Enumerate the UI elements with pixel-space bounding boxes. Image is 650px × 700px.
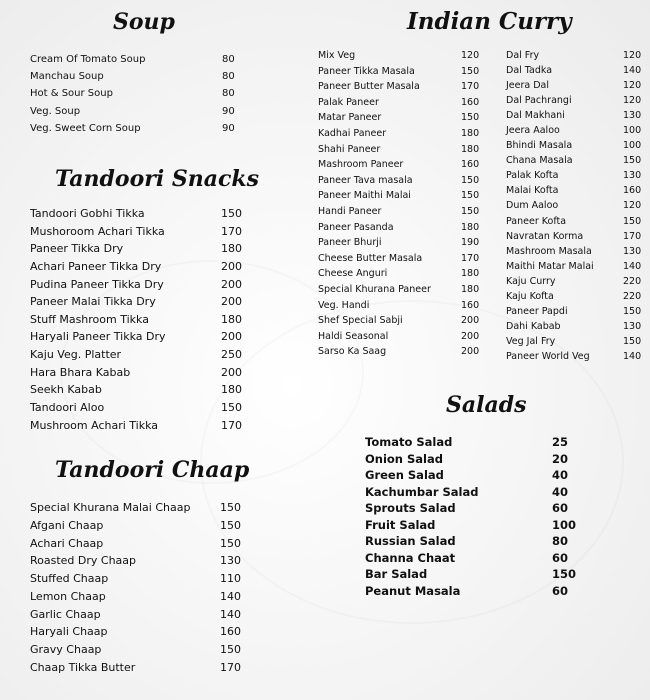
item-price: 150 bbox=[461, 190, 480, 202]
item-name: Paneer World Veg bbox=[506, 350, 590, 362]
item-name: Green Salad bbox=[365, 468, 444, 482]
item-name: Mashroom Masala bbox=[506, 245, 592, 257]
item-price: 180 bbox=[461, 221, 480, 233]
menu-item bbox=[30, 401, 260, 419]
item-name: Shef Special Sabji bbox=[318, 315, 403, 327]
item-price: 100 bbox=[552, 517, 577, 532]
menu-item bbox=[506, 65, 646, 80]
menu-item bbox=[30, 260, 260, 278]
item-price: 130 bbox=[623, 110, 642, 122]
item-name: Veg. Soup bbox=[30, 105, 81, 117]
item-price: 180 bbox=[461, 143, 480, 155]
menu-item bbox=[318, 253, 488, 269]
item-price: 60 bbox=[552, 501, 569, 515]
menu-item bbox=[506, 276, 646, 291]
item-price: 150 bbox=[623, 335, 642, 347]
item-name: Palak Kofta bbox=[506, 170, 559, 182]
menu-item bbox=[506, 50, 646, 65]
item-name: Handi Paneer bbox=[318, 205, 382, 217]
item-name: Jeera Aaloo bbox=[506, 125, 560, 137]
item-price: 150 bbox=[220, 536, 241, 550]
item-price: 120 bbox=[461, 50, 480, 61]
item-name: Lemon Chaap bbox=[30, 589, 106, 603]
item-price: 180 bbox=[461, 127, 480, 139]
menu-item bbox=[318, 50, 488, 66]
item-price: 120 bbox=[623, 95, 642, 107]
item-name: Paneer Maithi Malai bbox=[318, 190, 411, 202]
item-name: Peanut Masala bbox=[365, 583, 461, 598]
item-name: Kadhai Paneer bbox=[318, 127, 387, 139]
item-name: Dum Aaloo bbox=[506, 200, 559, 212]
item-price: 170 bbox=[220, 660, 241, 674]
salads-list bbox=[365, 435, 585, 600]
menu-item bbox=[30, 590, 260, 608]
menu-item bbox=[506, 95, 646, 110]
item-price: 200 bbox=[221, 259, 242, 273]
item-price: 160 bbox=[220, 625, 241, 639]
item-price: 120 bbox=[623, 80, 642, 92]
item-name: Manchau Soup bbox=[30, 71, 104, 83]
item-price: 180 bbox=[221, 242, 242, 256]
menu-item bbox=[318, 190, 488, 206]
item-price: 100 bbox=[623, 125, 642, 137]
salads-title: Salads bbox=[446, 392, 527, 418]
item-price: 80 bbox=[222, 54, 235, 65]
item-name: Paneer Pasanda bbox=[318, 221, 394, 233]
menu-item bbox=[30, 643, 260, 661]
menu-item bbox=[30, 225, 260, 243]
menu-item bbox=[506, 125, 646, 140]
item-price: 150 bbox=[623, 305, 642, 317]
item-price: 180 bbox=[461, 268, 480, 280]
item-name: Special Khurana Paneer bbox=[318, 283, 431, 295]
item-name: Cheese Butter Masala bbox=[318, 252, 423, 264]
menu-item bbox=[30, 419, 260, 437]
item-name: Achari Paneer Tikka Dry bbox=[30, 259, 162, 273]
menu-item bbox=[365, 501, 585, 518]
menu-item bbox=[506, 321, 646, 336]
menu-item bbox=[365, 534, 585, 551]
item-price: 200 bbox=[221, 365, 242, 379]
tandoori-snacks-list bbox=[30, 207, 260, 436]
item-price: 200 bbox=[221, 295, 242, 309]
menu-item bbox=[30, 207, 260, 225]
menu-item bbox=[506, 185, 646, 200]
item-name: Jeera Dal bbox=[506, 80, 550, 92]
item-price: 140 bbox=[623, 260, 642, 272]
item-name: Haldi Seasonal bbox=[318, 330, 389, 342]
item-price: 140 bbox=[220, 589, 241, 603]
menu-item bbox=[365, 485, 585, 502]
item-price: 220 bbox=[623, 275, 642, 287]
item-price: 80 bbox=[222, 88, 235, 100]
item-name: Paneer Kofta bbox=[506, 215, 567, 227]
item-price: 140 bbox=[623, 350, 642, 362]
item-price: 170 bbox=[221, 224, 242, 238]
item-price: 140 bbox=[220, 607, 241, 621]
item-price: 60 bbox=[552, 583, 569, 598]
item-name: Paneer Bhurji bbox=[318, 237, 382, 249]
item-name: Haryali Chaap bbox=[30, 625, 108, 639]
menu-item bbox=[506, 261, 646, 276]
menu-item bbox=[30, 106, 260, 123]
item-name: Tomato Salad bbox=[365, 435, 453, 449]
menu-item bbox=[30, 330, 260, 348]
item-price: 160 bbox=[623, 185, 642, 197]
item-price: 90 bbox=[222, 105, 235, 117]
item-price: 200 bbox=[221, 330, 242, 344]
item-price: 170 bbox=[623, 230, 642, 242]
item-name: Special Khurana Malai Chaap bbox=[30, 501, 191, 514]
menu-item bbox=[506, 170, 646, 185]
menu-item bbox=[365, 518, 585, 535]
item-price: 130 bbox=[220, 554, 241, 568]
menu-item bbox=[506, 246, 646, 261]
item-price: 120 bbox=[623, 200, 642, 212]
item-name: Paneer Tikka Masala bbox=[318, 65, 415, 77]
item-name: Matar Paneer bbox=[318, 112, 382, 124]
item-price: 180 bbox=[221, 312, 242, 326]
menu-item bbox=[365, 435, 585, 452]
item-price: 150 bbox=[461, 205, 480, 217]
indian-curry-title: Indian Curry bbox=[407, 8, 572, 35]
item-name: Navratan Korma bbox=[506, 230, 584, 242]
menu-item bbox=[506, 110, 646, 125]
item-name: Fruit Salad bbox=[365, 517, 436, 532]
item-name: Cheese Anguri bbox=[318, 268, 388, 280]
item-price: 150 bbox=[461, 65, 480, 77]
menu-item bbox=[318, 346, 488, 362]
item-name: Kaju Curry bbox=[506, 275, 556, 287]
item-name: Kaju Kofta bbox=[506, 290, 554, 302]
menu-item bbox=[30, 88, 260, 105]
menu-item bbox=[318, 112, 488, 128]
menu-item bbox=[30, 519, 260, 537]
menu-item bbox=[30, 54, 260, 71]
menu-item bbox=[318, 97, 488, 113]
menu-item bbox=[318, 237, 488, 253]
menu-item bbox=[30, 572, 260, 590]
item-name: Chana Masala bbox=[506, 155, 573, 167]
item-name: Haryali Paneer Tikka Dry bbox=[30, 330, 166, 344]
menu-item bbox=[30, 625, 260, 643]
item-name: Stuffed Chaap bbox=[30, 572, 109, 585]
item-name: Paneer Tava masala bbox=[318, 174, 413, 186]
item-price: 160 bbox=[461, 299, 480, 311]
item-price: 80 bbox=[222, 71, 235, 83]
menu-item bbox=[30, 383, 260, 401]
item-name: Tandoori Aloo bbox=[30, 400, 105, 414]
menu-item bbox=[30, 501, 260, 519]
soup-list bbox=[30, 54, 260, 140]
item-name: Dal Makhani bbox=[506, 110, 565, 122]
item-price: 150 bbox=[461, 112, 480, 124]
item-price: 40 bbox=[552, 468, 569, 482]
item-price: 60 bbox=[552, 550, 569, 565]
tandoori-chaap-list bbox=[30, 501, 260, 679]
item-price: 200 bbox=[461, 315, 480, 327]
item-price: 20 bbox=[552, 451, 569, 466]
tandoori-snacks-title: Tandoori Snacks bbox=[55, 166, 260, 192]
item-name: Paneer Papdi bbox=[506, 305, 568, 317]
menu-item bbox=[30, 242, 260, 260]
menu-item bbox=[30, 313, 260, 331]
item-name: Palak Paneer bbox=[318, 96, 379, 108]
menu-item bbox=[30, 71, 260, 88]
item-price: 150 bbox=[221, 207, 242, 220]
menu-item bbox=[506, 306, 646, 321]
menu-item bbox=[506, 155, 646, 170]
item-name: Dal Fry bbox=[506, 50, 540, 61]
menu-item bbox=[318, 222, 488, 238]
item-price: 150 bbox=[220, 501, 241, 514]
menu-item bbox=[318, 128, 488, 144]
item-price: 100 bbox=[623, 140, 642, 152]
item-price: 150 bbox=[221, 400, 242, 414]
item-name: Sprouts Salad bbox=[365, 501, 456, 515]
item-price: 80 bbox=[552, 534, 569, 548]
item-name: Maithi Matar Malai bbox=[506, 260, 594, 272]
menu-item bbox=[30, 661, 260, 679]
item-price: 40 bbox=[552, 484, 569, 499]
menu-item bbox=[365, 452, 585, 469]
menu-item bbox=[506, 336, 646, 351]
menu-item bbox=[318, 300, 488, 316]
item-price: 130 bbox=[623, 170, 642, 182]
item-name: Malai Kofta bbox=[506, 185, 559, 197]
item-price: 90 bbox=[222, 122, 235, 134]
tandoori-chaap-title: Tandoori Chaap bbox=[55, 457, 250, 483]
item-price: 150 bbox=[220, 643, 241, 656]
menu-item bbox=[30, 366, 260, 384]
item-price: 150 bbox=[552, 567, 577, 581]
item-name: Mushroom Achari Tikka bbox=[30, 418, 159, 432]
menu-item bbox=[506, 231, 646, 246]
indian-curry-list-2 bbox=[506, 50, 646, 366]
item-price: 130 bbox=[623, 320, 642, 332]
item-price: 200 bbox=[461, 346, 480, 358]
menu-item bbox=[318, 81, 488, 97]
item-price: 150 bbox=[220, 518, 241, 532]
item-price: 200 bbox=[461, 330, 480, 342]
menu-item bbox=[506, 140, 646, 155]
item-price: 190 bbox=[461, 237, 480, 249]
item-price: 180 bbox=[461, 283, 480, 295]
menu-item bbox=[318, 66, 488, 82]
item-price: 160 bbox=[461, 159, 480, 171]
item-name: Onion Salad bbox=[365, 451, 443, 466]
item-name: Shahi Paneer bbox=[318, 143, 381, 155]
item-name: Veg. Sweet Corn Soup bbox=[30, 122, 141, 134]
item-name: Paneer Butter Masala bbox=[318, 81, 420, 93]
menu-item bbox=[318, 175, 488, 191]
menu-item bbox=[318, 331, 488, 347]
item-name: Bhindi Masala bbox=[506, 140, 573, 152]
item-name: Pudina Paneer Tikka Dry bbox=[30, 277, 164, 291]
item-name: Mashroom Paneer bbox=[318, 159, 404, 171]
item-name: Dal Tadka bbox=[506, 65, 553, 77]
menu-item bbox=[30, 348, 260, 366]
menu-item bbox=[506, 80, 646, 95]
item-price: 150 bbox=[623, 155, 642, 167]
menu-item bbox=[318, 159, 488, 175]
item-name: Seekh Kabab bbox=[30, 383, 102, 397]
item-price: 170 bbox=[461, 81, 480, 93]
item-name: Bar Salad bbox=[365, 567, 428, 581]
menu-item bbox=[30, 295, 260, 313]
menu-item bbox=[365, 567, 585, 584]
menu-item bbox=[30, 537, 260, 555]
item-name: Mix Veg bbox=[318, 50, 356, 61]
item-name: Sarso Ka Saag bbox=[318, 346, 387, 358]
item-name: Roasted Dry Chaap bbox=[30, 554, 137, 568]
menu-item bbox=[506, 291, 646, 306]
item-price: 180 bbox=[221, 383, 242, 397]
item-price: 150 bbox=[623, 215, 642, 227]
item-name: Stuff Mashroom Tikka bbox=[30, 312, 149, 326]
item-name: Tandoori Gobhi Tikka bbox=[30, 207, 145, 220]
menu-item bbox=[506, 200, 646, 215]
item-name: Achari Chaap bbox=[30, 536, 104, 550]
menu-item bbox=[318, 284, 488, 300]
item-name: Afgani Chaap bbox=[30, 518, 104, 532]
menu-item bbox=[318, 315, 488, 331]
item-price: 110 bbox=[220, 572, 241, 585]
item-price: 170 bbox=[221, 418, 242, 432]
item-name: Mushoroom Achari Tikka bbox=[30, 224, 165, 238]
item-name: Dahi Kabab bbox=[506, 320, 561, 332]
item-name: Paneer Tikka Dry bbox=[30, 242, 124, 256]
item-price: 150 bbox=[461, 174, 480, 186]
menu-item bbox=[30, 608, 260, 626]
menu-item bbox=[365, 551, 585, 568]
soup-title: Soup bbox=[113, 9, 175, 35]
menu-item bbox=[506, 351, 646, 366]
menu-item bbox=[30, 123, 260, 140]
item-name: Kaju Veg. Platter bbox=[30, 348, 122, 361]
item-price: 250 bbox=[221, 348, 242, 361]
item-name: Gravy Chaap bbox=[30, 643, 102, 656]
item-name: Veg. Handi bbox=[318, 299, 370, 311]
item-price: 170 bbox=[461, 252, 480, 264]
item-name: Chaap Tikka Butter bbox=[30, 660, 136, 674]
indian-curry-list-1 bbox=[318, 50, 488, 362]
item-name: Veg Jal Fry bbox=[506, 335, 556, 347]
menu-item bbox=[318, 268, 488, 284]
menu-item bbox=[30, 554, 260, 572]
item-name: Channa Chaat bbox=[365, 550, 456, 565]
item-price: 200 bbox=[221, 277, 242, 291]
menu-item bbox=[365, 468, 585, 485]
menu-item bbox=[30, 278, 260, 296]
menu-item bbox=[506, 216, 646, 231]
menu-item bbox=[365, 584, 585, 601]
item-name: Paneer Malai Tikka Dry bbox=[30, 295, 156, 309]
item-price: 160 bbox=[461, 96, 480, 108]
item-price: 220 bbox=[623, 290, 642, 302]
menu-item bbox=[318, 144, 488, 160]
item-price: 130 bbox=[623, 245, 642, 257]
item-price: 140 bbox=[623, 65, 642, 77]
item-name: Cream Of Tomato Soup bbox=[30, 54, 146, 65]
item-name: Garlic Chaap bbox=[30, 607, 101, 621]
item-name: Russian Salad bbox=[365, 534, 456, 548]
item-name: Dal Pachrangi bbox=[506, 95, 572, 107]
item-name: Hara Bhara Kabab bbox=[30, 365, 131, 379]
item-name: Kachumbar Salad bbox=[365, 484, 479, 499]
menu-item bbox=[318, 206, 488, 222]
item-name: Hot & Sour Soup bbox=[30, 88, 113, 100]
item-price: 25 bbox=[552, 435, 569, 449]
item-price: 120 bbox=[623, 50, 642, 61]
